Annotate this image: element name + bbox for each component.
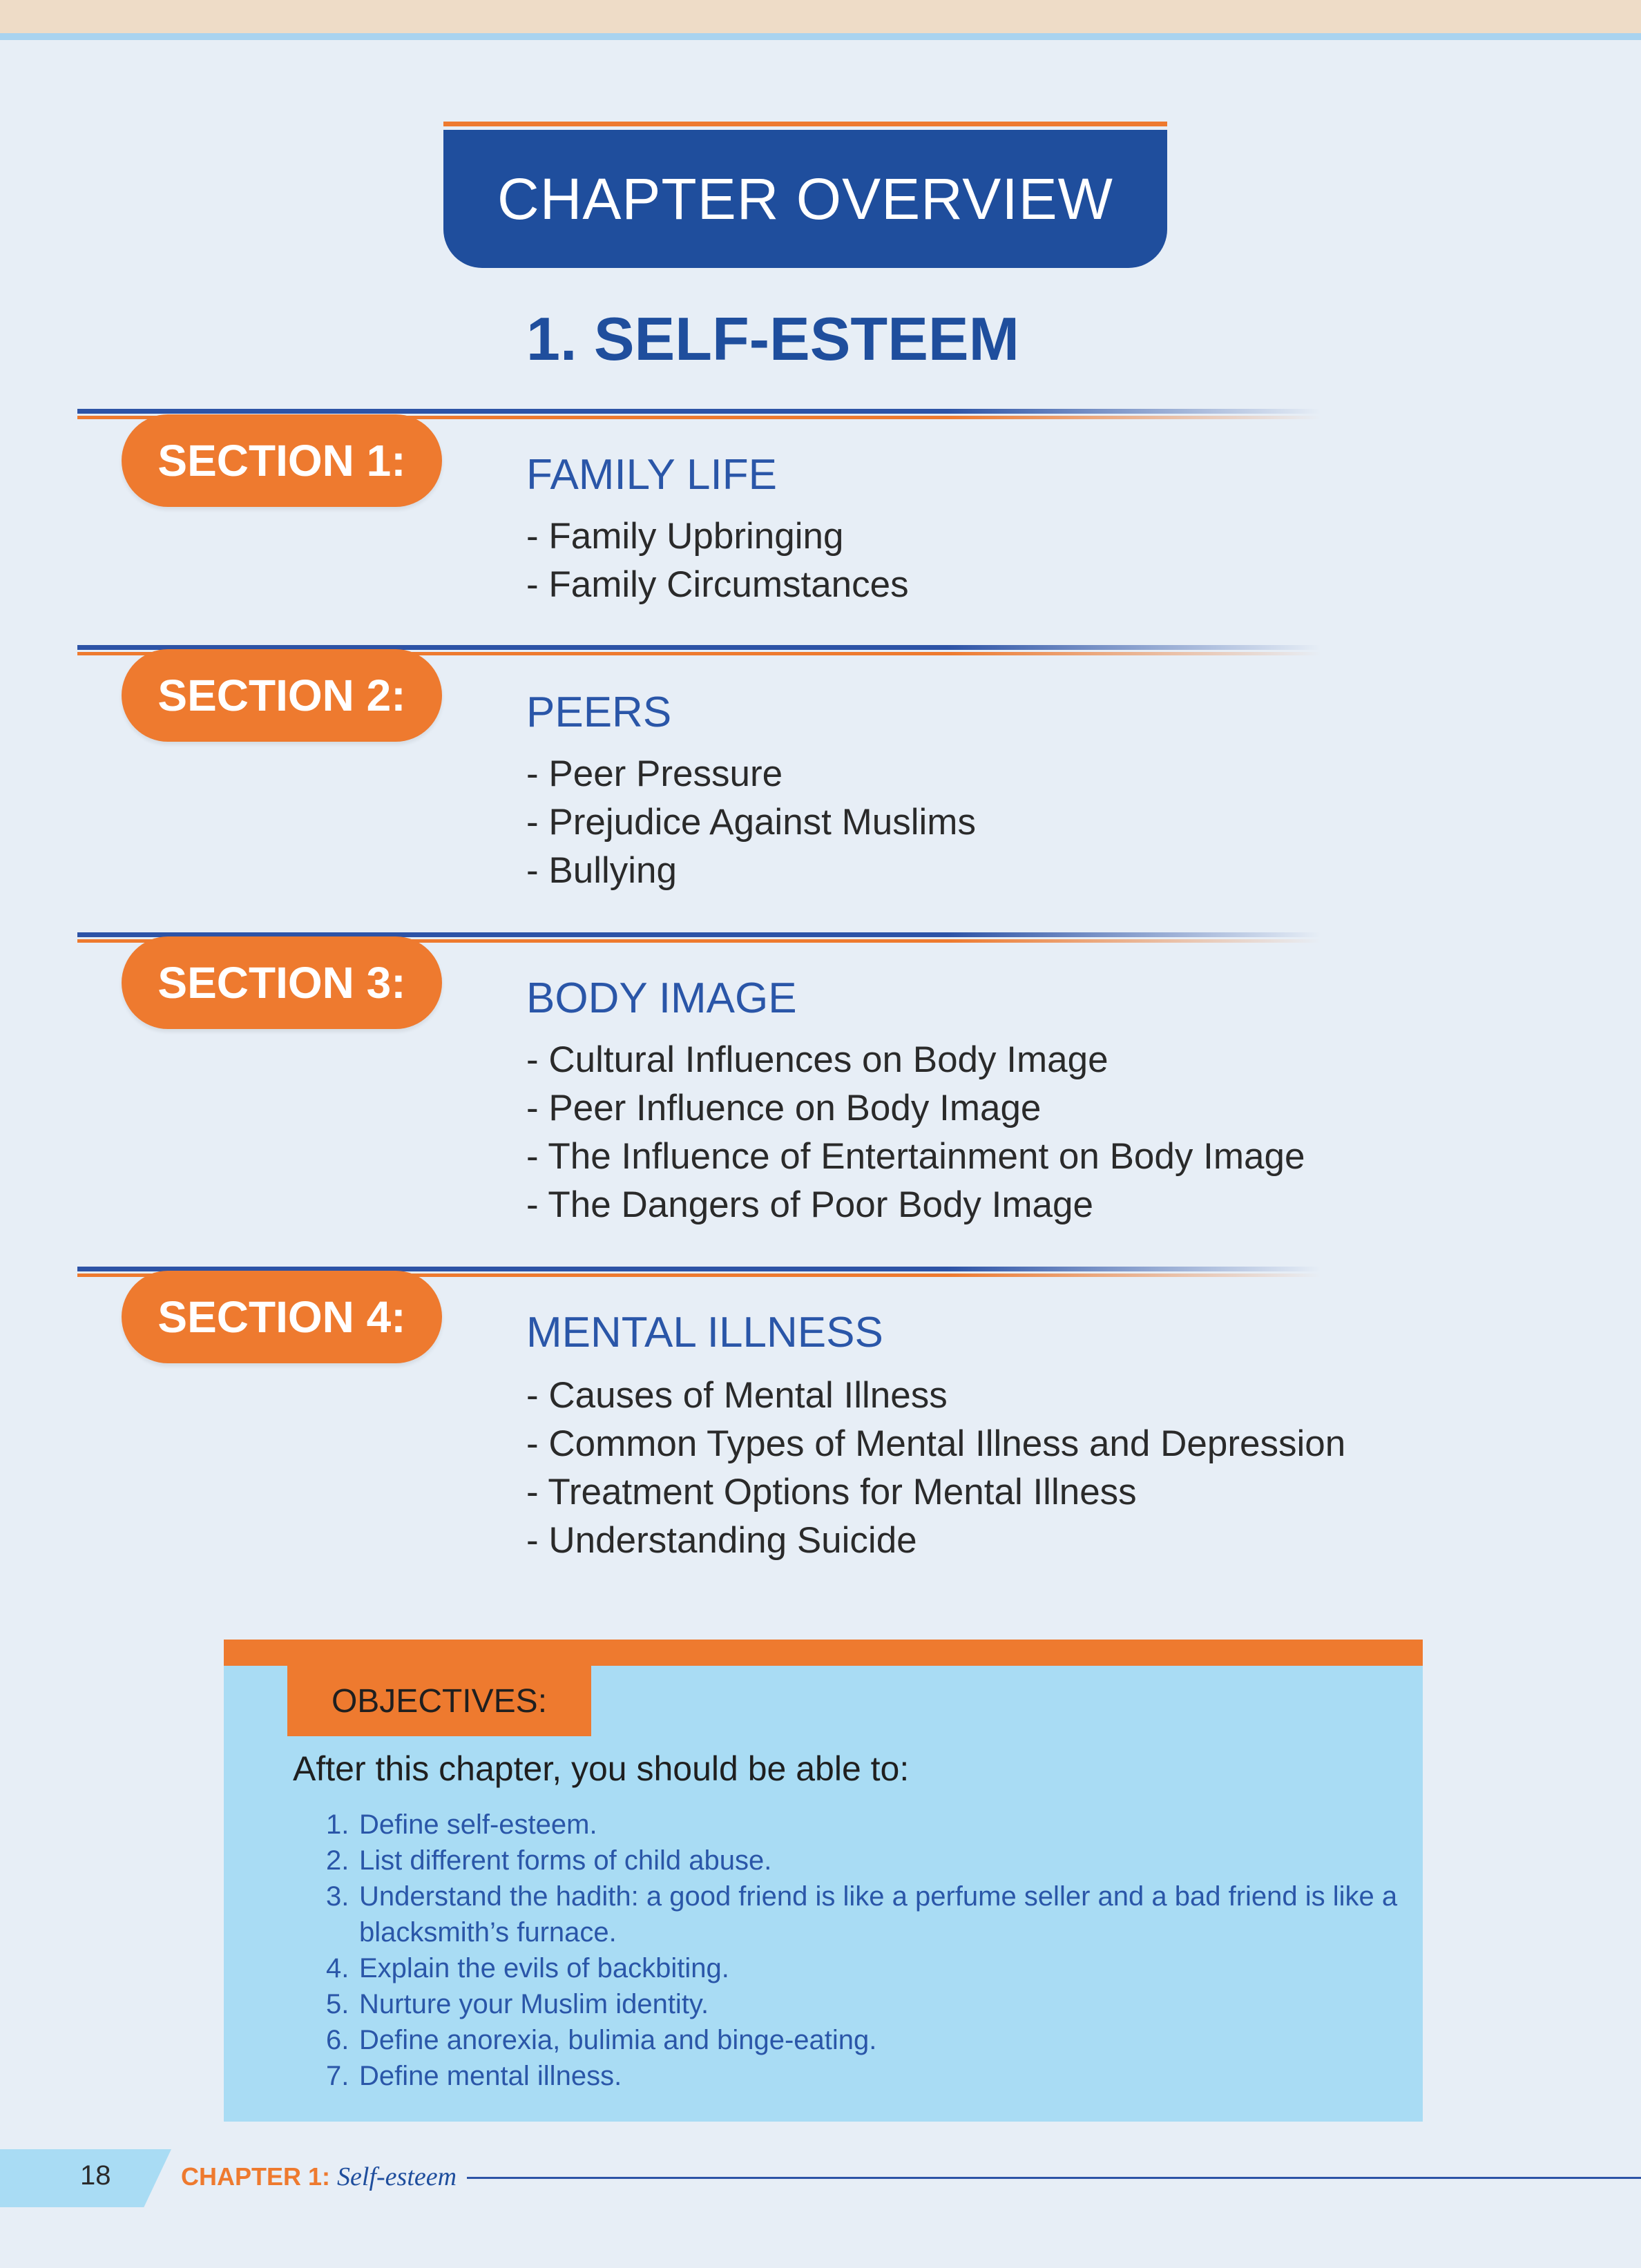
section-divider-blue <box>77 409 1321 414</box>
section-topic-list <box>526 1036 1305 1229</box>
list-item: - Treatment Options for Mental Illness <box>526 1472 1137 1512</box>
list-item: - Bullying <box>526 850 677 891</box>
section-topic-list <box>526 750 976 895</box>
objective-text: Explain the evils of backbiting. <box>359 1953 729 1983</box>
objectives-list <box>326 1807 1403 2094</box>
objective-number: 7. <box>326 2061 349 2091</box>
objective-item <box>326 1950 1403 1986</box>
section-topic-list <box>526 512 909 609</box>
objectives-title: OBJECTIVES: <box>287 1666 591 1736</box>
list-item: - Prejudice Against Muslims <box>526 802 976 843</box>
top-blue-strip <box>0 33 1641 40</box>
list-item: - Peer Influence on Body Image <box>526 1088 1042 1128</box>
objective-number: 2. <box>326 1845 349 1876</box>
objective-text: Nurture your Muslim identity. <box>359 1989 709 2019</box>
objective-text: Understand the hadith: a good friend is like a perfume seller and a bad friend is like a blacksmith’s furnace. <box>359 1881 1398 1948</box>
section-label-badge: SECTION 4: <box>122 1271 442 1363</box>
list-item: - Common Types of Mental Illness and Depression <box>526 1423 1346 1464</box>
section-heading: BODY IMAGE <box>526 974 797 1022</box>
objectives-intro: After this chapter, you should be able to: <box>293 1749 910 1788</box>
footer-chapter-number: CHAPTER 1: <box>181 2162 331 2191</box>
overview-accent-line <box>443 122 1167 126</box>
objective-item <box>326 2058 1403 2094</box>
section-heading: FAMILY LIFE <box>526 451 777 499</box>
footer-chapter-name: Self-esteem <box>337 2162 457 2191</box>
top-color-strip <box>0 0 1641 33</box>
objective-number: 1. <box>326 1809 349 1840</box>
objective-text: List different forms of child abuse. <box>359 1845 772 1876</box>
objective-text: Define self-esteem. <box>359 1809 597 1840</box>
chapter-title: 1. SELF-ESTEEM <box>526 305 1019 373</box>
section-heading: PEERS <box>526 689 672 736</box>
list-item: - The Influence of Entertainment on Body Image <box>526 1136 1305 1177</box>
section-label-badge: SECTION 1: <box>122 414 442 507</box>
section-heading: MENTAL ILLNESS <box>526 1309 883 1356</box>
objective-item <box>326 1807 1403 1843</box>
objective-text: Define anorexia, bulimia and binge-eating. <box>359 2025 877 2055</box>
list-item: - Understanding Suicide <box>526 1520 917 1561</box>
objective-number: 4. <box>326 1953 349 1983</box>
section-label-badge: SECTION 2: <box>122 649 442 742</box>
footer-chapter-label <box>181 2162 457 2192</box>
objective-text: Define mental illness. <box>359 2061 622 2091</box>
objective-item <box>326 1986 1403 2022</box>
objective-number: 6. <box>326 2025 349 2055</box>
objective-number: 5. <box>326 1989 349 2019</box>
section-label-badge: SECTION 3: <box>122 936 442 1029</box>
objective-item <box>326 2022 1403 2058</box>
list-item: - Family Circumstances <box>526 564 909 605</box>
list-item: - Causes of Mental Illness <box>526 1375 948 1416</box>
objective-number: 3. <box>326 1881 349 1912</box>
list-item: - Cultural Influences on Body Image <box>526 1039 1109 1080</box>
section-topic-list <box>526 1372 1345 1565</box>
list-item: - The Dangers of Poor Body Image <box>526 1184 1093 1225</box>
list-item: - Family Upbringing <box>526 516 844 557</box>
list-item: - Peer Pressure <box>526 753 783 794</box>
objective-item <box>326 1878 1403 1950</box>
page-number: 18 <box>80 2160 111 2191</box>
chapter-overview-banner: CHAPTER OVERVIEW <box>443 130 1167 268</box>
objective-item <box>326 1843 1403 1878</box>
objectives-top-bar <box>224 1640 1423 1666</box>
footer-rule <box>467 2177 1641 2179</box>
